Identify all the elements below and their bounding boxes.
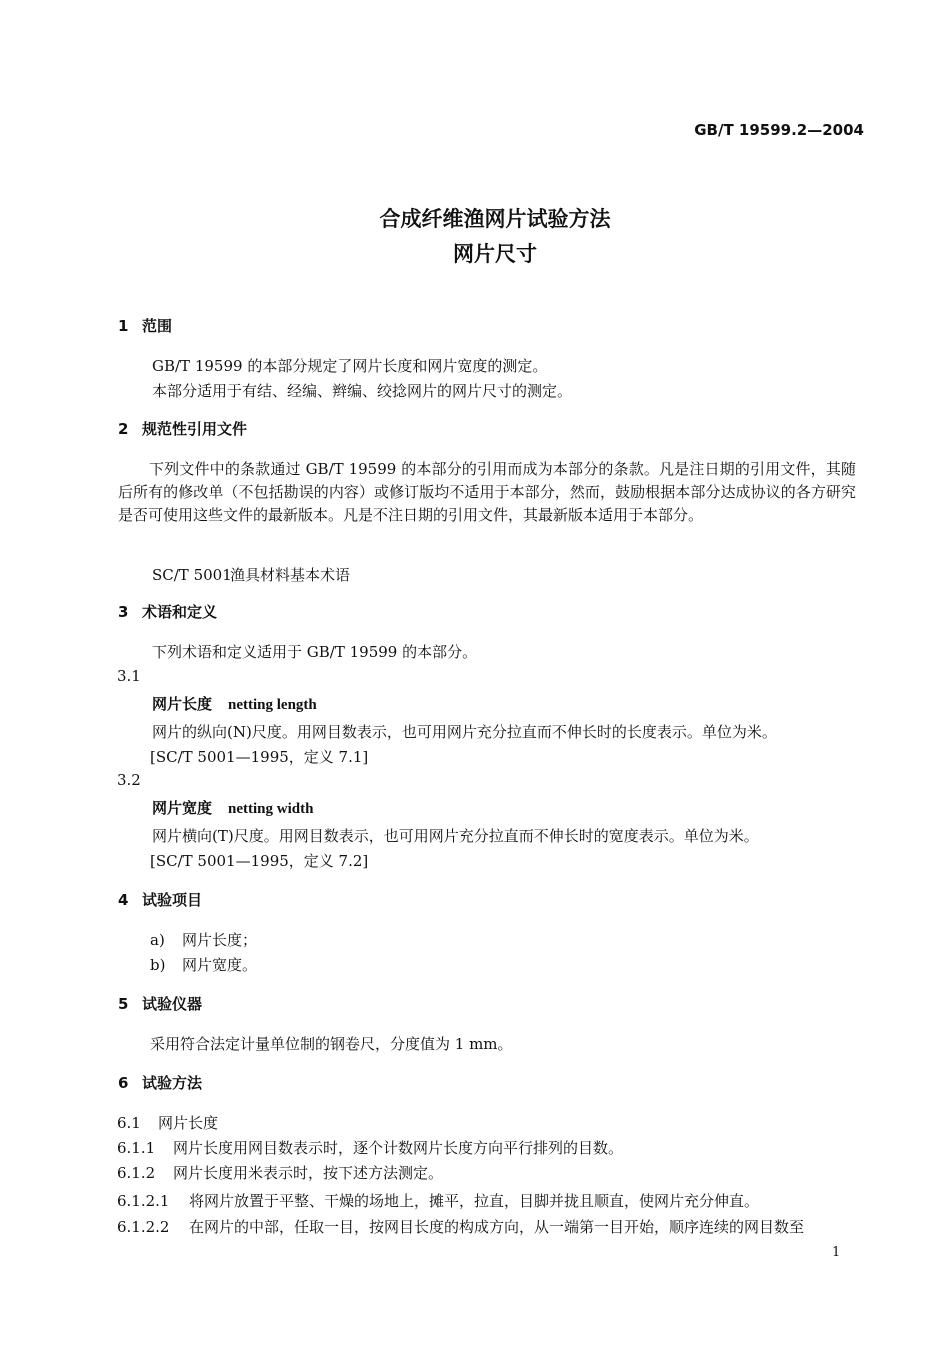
term-english: netting length — [228, 697, 317, 713]
paragraph: GB/T 19599 的本部分规定了网片长度和网片宽度的测定。 — [152, 357, 548, 375]
section-title: 规范性引用文件 — [142, 420, 248, 438]
list-label: b) — [150, 956, 166, 974]
term-english: netting width — [228, 801, 314, 817]
standard-number: GB/T 19599.2—2004 — [694, 121, 864, 139]
clause-text: 网片长度 — [158, 1114, 219, 1132]
list-item — [150, 929, 257, 950]
clause-text: 在网片的中部，任取一目，按网目长度的构成方向，从一端第一目开始，顺序连续的网目数至 — [189, 1218, 805, 1236]
paragraph: 下列术语和定义适用于 GB/T 19599 的本部分。 — [152, 643, 478, 661]
clause-number: 3.1 — [117, 667, 141, 685]
paragraph: 采用符合法定计量单位制的钢卷尺，分度值为 1 mm。 — [150, 1035, 513, 1053]
section-number: 5 — [118, 995, 129, 1013]
section-number: 6 — [118, 1074, 129, 1092]
section-heading-test-items — [118, 889, 202, 910]
section-number: 2 — [118, 420, 129, 438]
term-chinese: 网片长度 — [152, 695, 213, 713]
section-number: 4 — [118, 891, 129, 909]
section-heading-test-methods — [118, 1072, 202, 1093]
document-title: 合成纤维渔网片试验方法 — [379, 207, 611, 231]
clause-number: 3.2 — [117, 771, 141, 789]
reference-entry — [152, 564, 350, 585]
section-heading-apparatus — [118, 993, 202, 1014]
section-number: 1 — [118, 317, 129, 335]
clause-number: 6.1.2 — [117, 1164, 156, 1182]
document-subtitle: 网片尺寸 — [453, 242, 537, 266]
paragraph — [118, 458, 856, 527]
term-chinese: 网片宽度 — [152, 799, 213, 817]
section-number: 3 — [118, 603, 129, 621]
clause-text: 将网片放置于平整、干燥的场地上，摊平，拉直，目脚并拢且顺直，使网片充分伸直。 — [189, 1192, 760, 1210]
clause — [117, 1216, 804, 1237]
clause — [117, 1137, 623, 1158]
paragraph-text: 下列文件中的条款通过 GB/T 19599 的本部分的引用而成为本部分的条款。凡是注日期的引用文件，其随后所有的修改单（不包括勘误的内容）或修订版均不适用于本部分，然而，鼓励根据本部分达成协议的各方研究是否可使用这些文件的最新版本。凡是不注日期的引用文件，其最新版本适用于本部分。 — [118, 460, 856, 524]
clause-number: 6.1.2.1 — [117, 1192, 170, 1210]
section-title: 试验项目 — [142, 891, 203, 909]
clause-number: 6.1.2.2 — [117, 1218, 170, 1236]
list-item — [150, 954, 257, 975]
section-title: 术语和定义 — [142, 603, 218, 621]
clause — [117, 1162, 443, 1183]
term-entry — [152, 797, 313, 818]
section-heading-scope — [118, 315, 172, 336]
list-text: 网片宽度。 — [182, 956, 258, 974]
term-entry — [152, 693, 317, 714]
clause-number: 6.1.1 — [117, 1139, 156, 1157]
clause — [117, 1112, 218, 1133]
section-heading-terms — [118, 601, 217, 622]
clause-text: 网片长度用米表示时，按下述方法测定。 — [173, 1164, 444, 1182]
clause — [117, 1190, 759, 1211]
page-number: 1 — [832, 1245, 841, 1260]
reference-code: SC/T 5001 — [152, 566, 232, 584]
section-title: 试验方法 — [142, 1074, 203, 1092]
clause-text: 网片长度用网目数表示时，逐个计数网片长度方向平行排列的目数。 — [173, 1139, 624, 1157]
paragraph: 本部分适用于有结、经编、辫编、绞捻网片的网片尺寸的测定。 — [152, 382, 573, 400]
term-source: [SC/T 5001—1995，定义 7.2] — [150, 852, 369, 870]
reference-title: 渔具材料基本术语 — [230, 566, 351, 584]
term-definition: 网片横向(T)尺度。用网目数表示，也可用网片充分拉直而不伸长时的宽度表示。单位为米。 — [152, 827, 759, 845]
term-source: [SC/T 5001—1995，定义 7.1] — [150, 748, 369, 766]
section-title: 范围 — [142, 317, 173, 335]
section-heading-normative-references — [118, 418, 247, 439]
term-definition: 网片的纵向(N)尺度。用网目数表示，也可用网片充分拉直而不伸长时的长度表示。单位为米。 — [152, 723, 777, 741]
list-label: a) — [150, 931, 165, 949]
section-title: 试验仪器 — [142, 995, 203, 1013]
clause-number: 6.1 — [117, 1114, 141, 1132]
list-text: 网片长度； — [182, 931, 258, 949]
